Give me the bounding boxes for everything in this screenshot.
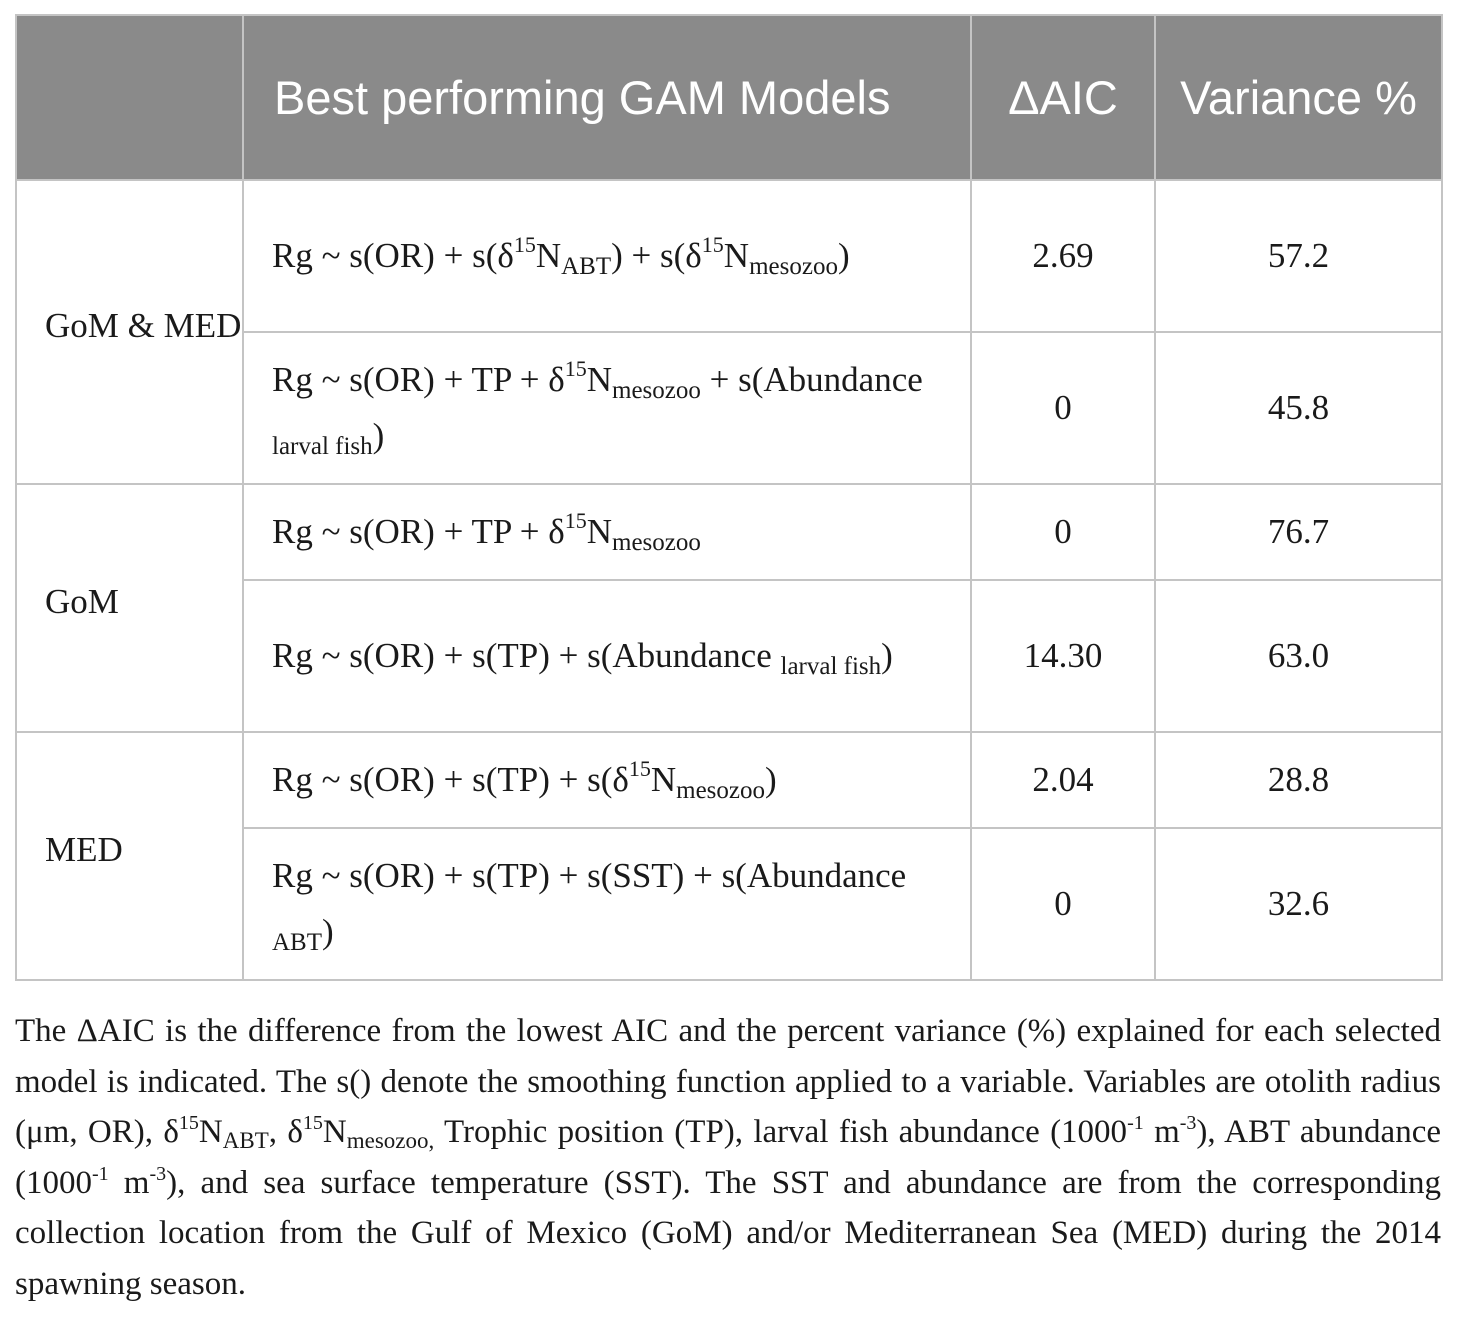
delta-aic-cell: 0	[971, 484, 1155, 580]
variance-cell: 45.8	[1155, 332, 1442, 484]
model-formula: Rg ~ $s(OR) + s(TP) + s(\delta^{15}N_{mesozoo})$	[243, 732, 971, 828]
variance-cell: 57.2	[1155, 180, 1442, 332]
table-row	[16, 484, 1442, 580]
delta-aic-cell: 2.04	[971, 732, 1155, 828]
region-cell: MED	[16, 732, 243, 980]
header-delta-aic: ΔAIC	[971, 15, 1155, 180]
header-model: Best performing GAM Models	[243, 15, 971, 180]
gam-models-table	[15, 14, 1443, 981]
table-row	[16, 180, 1442, 332]
model-formula: Rg ~ $s(OR) + s(\delta^{15}N_{ABT}) + s(\delta^{15}N_{mesozoo})$	[243, 180, 971, 332]
table-row	[16, 732, 1442, 828]
variance-cell: 32.6	[1155, 828, 1442, 980]
table-header-row	[16, 15, 1442, 180]
model-formula: Rg ~ s(OR) + s(TP) + s(Abundance $_{larval fish}$)	[243, 580, 971, 732]
delta-aic-cell: 14.30	[971, 580, 1155, 732]
variance-cell: 76.7	[1155, 484, 1442, 580]
header-region	[16, 15, 243, 180]
delta-aic-cell: 0	[971, 828, 1155, 980]
delta-aic-cell: 2.69	[971, 180, 1155, 332]
model-formula: Rg ~ s(OR) + s(TP) + s(SST) + s(Abundance $_{ABT}$)	[243, 828, 971, 980]
model-formula: Rg ~ s(OR) + TP + $\delta^{15}N_{mesozoo}$ + s(Abundance $_{larval fish}$)	[243, 332, 971, 484]
table-caption: The ΔAIC is the difference from the lowest AIC and the percent variance (%) explained for each selected model is indicated. The s() denote the smoothing function applied to a variable. Variables are otolith radius (μm, OR), $\delta^{15}N_{ABT}$, $\delta^{15}N_{mesozoo,}$ Trophic position (TP), larval fish abundance ($1000^{-1}$ $m^{-3}$), ABT abundance ($1000^{-1}$ $m^{-3}$), and sea surface temperature (SST). The SST and abundance are from the corresponding collection location from the Gulf of Mexico (GoM) and/or Mediterranean Sea (MED) during the 2014 spawning season.	[15, 1013, 1441, 1302]
variance-cell: 28.8	[1155, 732, 1442, 828]
delta-aic-cell: 0	[971, 332, 1155, 484]
model-formula: Rg ~ s(OR) + TP + $\delta^{15}N_{mesozoo}$	[243, 484, 971, 580]
region-cell: GoM	[16, 484, 243, 732]
region-cell: GoM & MED	[16, 180, 243, 484]
header-variance: Variance %	[1155, 15, 1442, 180]
variance-cell: 63.0	[1155, 580, 1442, 732]
